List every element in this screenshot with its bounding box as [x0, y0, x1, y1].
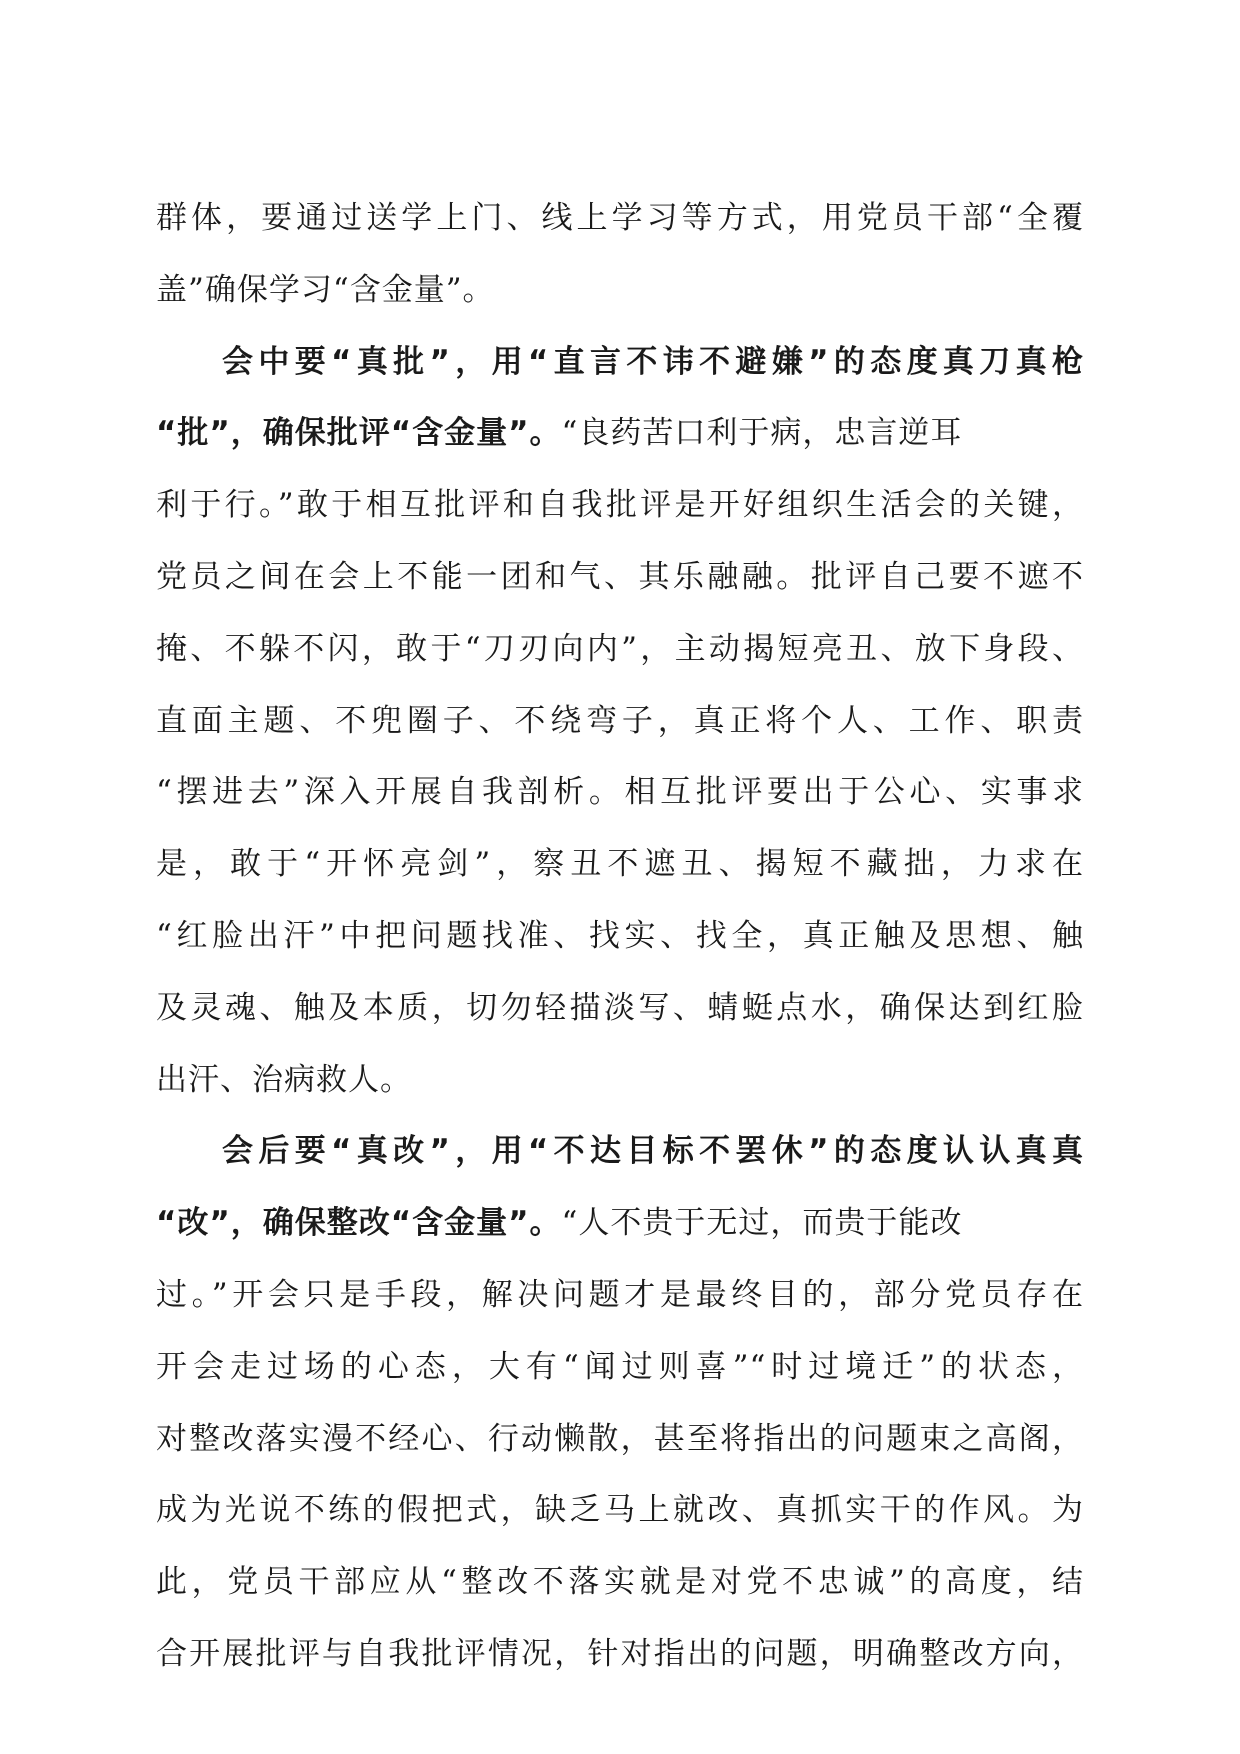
mixed-heading-line [156, 398, 1084, 470]
text-line: 出汗、治病救人。 [156, 1061, 412, 1098]
text-line: 是，敢于“开怀亮剑”，察丑不遮丑、揭短不藏拙，力求在 [156, 846, 1084, 883]
section-heading-line: 会后要“真改”，用“不达目标不罢休”的态度认认真真 [222, 1133, 1084, 1170]
text-line: 群体，要通过送学上门、线上学习等方式，用党员干部“全覆 [156, 200, 1084, 236]
text-line: 成为光说不练的假把式，缺乏马上就改、真抓实干的作风。为 [156, 1492, 1084, 1529]
text-line: 盖”确保学习“含金量”。 [156, 271, 495, 308]
text-line: 开会走过场的心态，大有“闻过则喜”“时过境迁”的状态， [156, 1348, 1084, 1385]
mixed-heading-line [156, 1188, 1084, 1260]
quote-text: “人不贵于无过，而贵于能改 [561, 1205, 963, 1242]
text-line: 及灵魂、触及本质，切勿轻描淡写、蜻蜓点水，确保达到红脸 [156, 989, 1084, 1026]
document-body [156, 183, 1084, 1691]
text-line: 此，党员干部应从“整改不落实就是对党不忠诚”的高度，结 [156, 1564, 1084, 1601]
text-line: 党员之间在会上不能一团和气、其乐融融。批评自己要不遮不 [156, 558, 1084, 595]
text-line: “摆进去”深入开展自我剖析。相互批评要出于公心、实事求 [156, 774, 1084, 811]
text-line: 利于行。”敢于相互批评和自我批评是开好组织生活会的关键， [156, 487, 1084, 524]
section-heading-continuation: “改”，确保整改“含金量”。 [156, 1205, 562, 1242]
text-line: 合开展批评与自我批评情况，针对指出的问题，明确整改方向， [156, 1635, 1084, 1672]
section-heading-continuation: “批”，确保批评“含金量”。 [156, 415, 562, 452]
quote-text: “良药苦口利于病，忠言逆耳 [561, 415, 963, 452]
text-line: 过。”开会只是手段，解决问题才是最终目的，部分党员存在 [156, 1276, 1084, 1313]
text-line: 掩、不躲不闪，敢于“刀刃向内”，主动揭短亮丑、放下身段、 [156, 630, 1084, 667]
text-line: 对整改落实漫不经心、行动懒散，甚至将指出的问题束之高阁， [156, 1420, 1084, 1457]
section-heading-line: 会中要“真批”，用“直言不讳不避嫌”的态度真刀真枪 [222, 343, 1084, 380]
text-line: 直面主题、不兜圈子、不绕弯子，真正将个人、工作、职责 [156, 702, 1084, 739]
text-line: “红脸出汗”中把问题找准、找实、找全，真正触及思想、触 [156, 917, 1084, 954]
